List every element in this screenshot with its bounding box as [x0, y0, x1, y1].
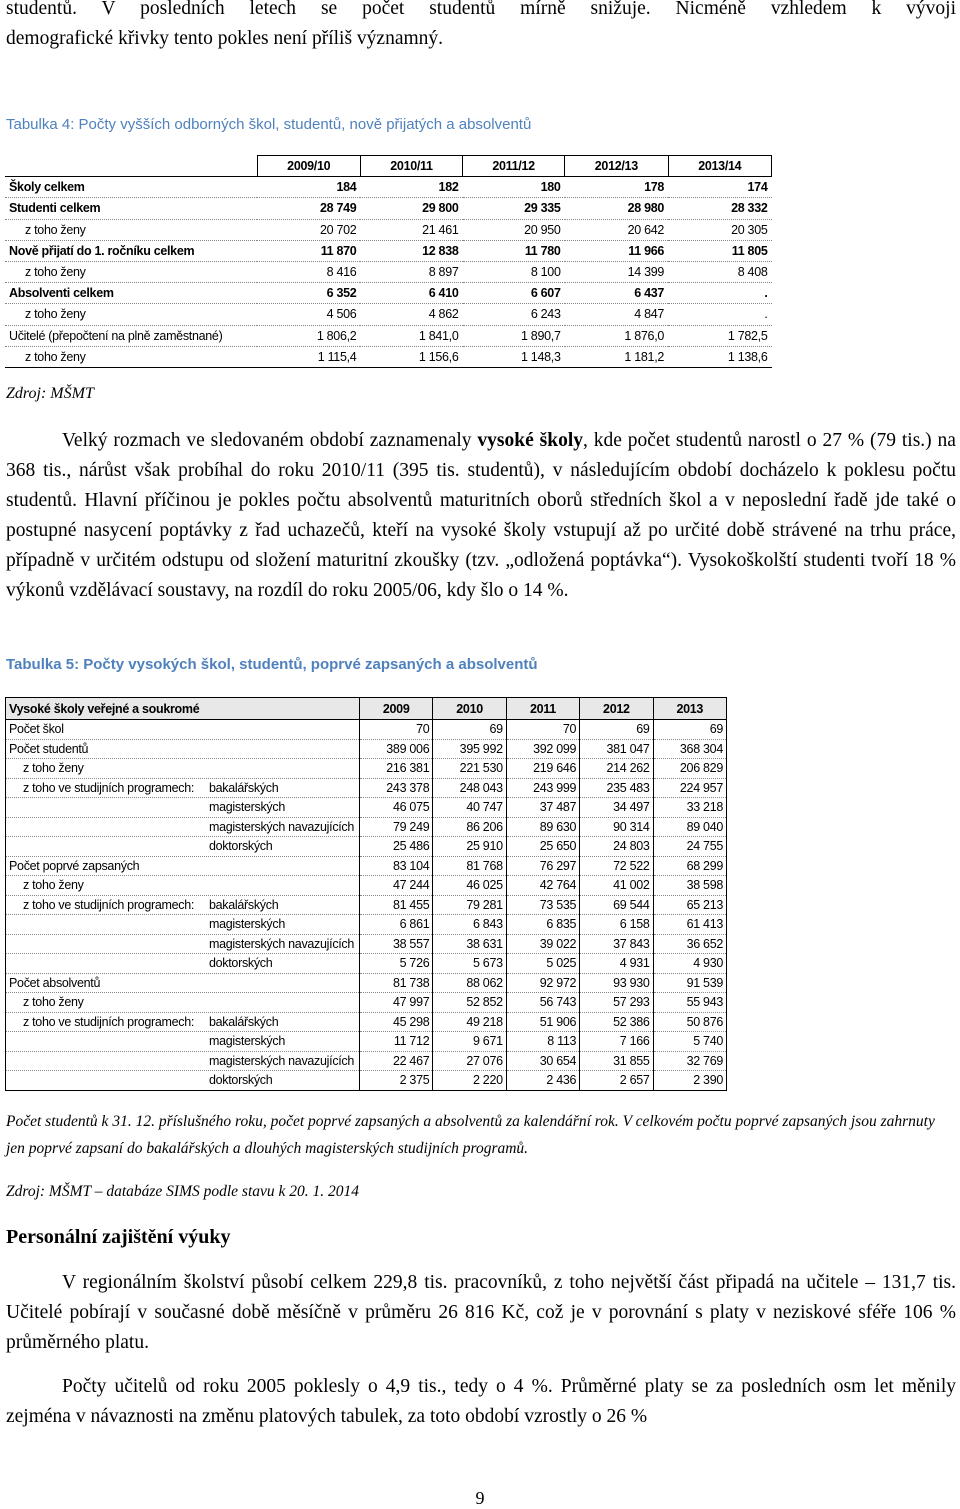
- table5-cell: 6 843: [433, 915, 506, 935]
- table5-row: [6, 739, 727, 759]
- table5-cell: 34 497: [580, 798, 653, 818]
- table5-row-sublabel: z toho ženy: [23, 761, 84, 776]
- table4-caption: Tabulka 4: Počty vyšších odborných škol, studentů, nově přijatých a absolventů: [6, 116, 532, 133]
- table5-row-label: Počet studentů: [9, 741, 89, 756]
- table5-cell: 68 299: [653, 856, 726, 876]
- table4-cell: 29 335: [463, 198, 565, 219]
- table5-header-row: [6, 698, 727, 720]
- table4-row-label: Studenti celkem: [5, 198, 257, 219]
- table5-cell: 73 535: [506, 895, 579, 915]
- table5-row: [6, 720, 727, 740]
- table5-row-program: bakalářských: [209, 1014, 279, 1029]
- table5-cell: 32 769: [653, 1051, 726, 1071]
- table4-source: Zdroj: MŠMT: [6, 385, 94, 402]
- table4: [5, 155, 772, 368]
- table5-cell: 5 025: [506, 954, 579, 974]
- table5-row: [6, 973, 727, 993]
- table5-row-program: magisterských: [209, 800, 285, 815]
- table5-cell: 79 281: [433, 895, 506, 915]
- table5-cell: 4 930: [653, 954, 726, 974]
- paragraph-1-text: Velký rozmach ve sledovaném období zaznamenaly: [62, 430, 478, 451]
- table4-year-header: 2012/13: [565, 156, 668, 177]
- table5-cell: 42 764: [506, 876, 579, 896]
- paragraph-1-emphasis: vysoké školy: [477, 430, 583, 451]
- table5-row: [6, 954, 727, 974]
- table5-row-program: magisterských: [209, 917, 285, 932]
- table5-cell: 45 298: [359, 1012, 432, 1032]
- table5-cell: 11 712: [359, 1032, 432, 1052]
- table5-cell: 37 843: [580, 934, 653, 954]
- table5-cell: 47 997: [359, 993, 432, 1013]
- table5-row-label: Počet absolventů: [9, 975, 101, 990]
- table4-row-label: Školy celkem: [5, 177, 257, 198]
- table5-cell: 221 530: [433, 759, 506, 779]
- table4-cell: 6 243: [463, 304, 565, 325]
- table5-cell: 90 314: [580, 817, 653, 837]
- table4-cell: 29 800: [360, 198, 462, 219]
- table5-cell: 5 726: [359, 954, 432, 974]
- table5-row-label: Počet škol: [9, 722, 64, 737]
- table4-cell: 178: [565, 177, 668, 198]
- table5-year-header: 2011: [506, 698, 579, 720]
- table5-year-header: 2009: [359, 698, 432, 720]
- table5-cell: 72 522: [580, 856, 653, 876]
- table4-cell: 20 642: [565, 219, 668, 240]
- table5-row-program: doktorských: [209, 1073, 273, 1088]
- table5-cell: 368 304: [653, 739, 726, 759]
- table5-cell: 206 829: [653, 759, 726, 779]
- table5-row-sublabel: z toho ve studijních programech:: [23, 780, 195, 795]
- table5-cell: 56 743: [506, 993, 579, 1013]
- table5-cell: 243 378: [359, 778, 432, 798]
- table4-cell: 174: [668, 177, 771, 198]
- table5-cell: 6 835: [506, 915, 579, 935]
- table4-cell: 6 410: [360, 283, 462, 304]
- table4-cell: 11 805: [668, 240, 771, 261]
- table5-row: [6, 1051, 727, 1071]
- table4-row: [5, 346, 772, 367]
- table5-cell: 27 076: [433, 1051, 506, 1071]
- table5-cell: 69: [433, 720, 506, 740]
- table4-cell: 184: [257, 177, 360, 198]
- table4-cell: 11 966: [565, 240, 668, 261]
- table4-cell: 28 980: [565, 198, 668, 219]
- table5-cell: 248 043: [433, 778, 506, 798]
- table4-cell: 4 847: [565, 304, 668, 325]
- table5-cell: 7 166: [580, 1032, 653, 1052]
- table5-year-header: 2012: [580, 698, 653, 720]
- table5-row: [6, 876, 727, 896]
- table4-row-label: Učitelé (přepočtení na plně zaměstnané): [5, 325, 257, 346]
- table4-cell: 1 138,6: [668, 346, 771, 367]
- table4-cell: 8 416: [257, 261, 360, 282]
- table5-cell: 88 062: [433, 973, 506, 993]
- table5-cell: 38 598: [653, 876, 726, 896]
- table5-cell: 52 852: [433, 993, 506, 1013]
- table4-row-label: z toho ženy: [5, 219, 257, 240]
- table5-cell: 25 910: [433, 837, 506, 857]
- table5-cell: 38 631: [433, 934, 506, 954]
- table5-cell: 219 646: [506, 759, 579, 779]
- table4-cell: 1 156,6: [360, 346, 462, 367]
- table5-cell: 2 436: [506, 1071, 579, 1091]
- table5-cell: 61 413: [653, 915, 726, 935]
- table4-year-header: 2010/11: [360, 156, 462, 177]
- table5-cell: 4 931: [580, 954, 653, 974]
- table4-row: [5, 177, 772, 198]
- table5-cell: 235 483: [580, 778, 653, 798]
- table4-cell: 12 838: [360, 240, 462, 261]
- table5-cell: 40 747: [433, 798, 506, 818]
- text-line-1: studentů. V posledních letech se počet studentů mírně snižuje. Nicméně vzhledem k vývoji: [6, 0, 956, 19]
- table4-cell: 8 897: [360, 261, 462, 282]
- table5-cell: 81 768: [433, 856, 506, 876]
- table4-row: [5, 283, 772, 304]
- table5-cell: 37 487: [506, 798, 579, 818]
- table4-cell: .: [668, 283, 771, 304]
- table5: [5, 697, 727, 1091]
- table5-row: [6, 915, 727, 935]
- table5-cell: 69: [653, 720, 726, 740]
- paragraph-1: [6, 426, 956, 606]
- table4-year-header: 2011/12: [463, 156, 565, 177]
- paragraph-2-text: V regionálním školství působí celkem 229,8 tis. pracovníků, z toho největší část připadá na učitele – 131,7 tis. Učitelé pobírají v současné době měsíčně v průměru 26 816 Kč, což je v porovnání s platy v neziskové sféře 106 % průměrného platu.: [6, 1272, 956, 1353]
- table5-cell: 65 213: [653, 895, 726, 915]
- table5-cell: 2 375: [359, 1071, 432, 1091]
- table5-cell: 216 381: [359, 759, 432, 779]
- table5-cell: 5 673: [433, 954, 506, 974]
- table5-row: [6, 1012, 727, 1032]
- table5-cell: 52 386: [580, 1012, 653, 1032]
- table4-row-label: z toho ženy: [5, 304, 257, 325]
- table5-cell: 389 006: [359, 739, 432, 759]
- table5-cell: 55 943: [653, 993, 726, 1013]
- table5-cell: 70: [506, 720, 579, 740]
- table5-row-sublabel: z toho ve studijních programech:: [23, 897, 195, 912]
- table5-year-header: 2010: [433, 698, 506, 720]
- table5-cell: 49 218: [433, 1012, 506, 1032]
- table5-note: Počet studentů k 31. 12. příslušného roku, počet poprvé zapsaných a absolventů za kalendářní rok. V celkovém počtu poprvé zapsaných jsou zahrnuty jen poprvé zapsaní do bakalářských a dlouhých magisterských studijních programů.: [6, 1113, 935, 1157]
- table5-cell: 5 740: [653, 1032, 726, 1052]
- table5-row: [6, 856, 727, 876]
- table5-cell: 89 630: [506, 817, 579, 837]
- table4-cell: 6 352: [257, 283, 360, 304]
- table5-cell: 50 876: [653, 1012, 726, 1032]
- table5-row-program: magisterských navazujících: [209, 936, 355, 951]
- table5-cell: 224 957: [653, 778, 726, 798]
- table5-cell: 25 486: [359, 837, 432, 857]
- table5-cell: 41 002: [580, 876, 653, 896]
- table4-cell: 20 950: [463, 219, 565, 240]
- table5-row-program: bakalářských: [209, 897, 279, 912]
- table5-cell: 93 930: [580, 973, 653, 993]
- table4-cell: 1 148,3: [463, 346, 565, 367]
- table4-cell: 20 702: [257, 219, 360, 240]
- table4-cell: 8 100: [463, 261, 565, 282]
- table4-cell: 11 780: [463, 240, 565, 261]
- table5-row-label: Počet poprvé zapsaných: [9, 858, 140, 873]
- table5-cell: 2 220: [433, 1071, 506, 1091]
- paragraph-3: [6, 1372, 956, 1432]
- table4-cell: .: [668, 304, 771, 325]
- table5-cell: 6 158: [580, 915, 653, 935]
- table5-cell: 46 025: [433, 876, 506, 896]
- table5-cell: 24 755: [653, 837, 726, 857]
- table4-header-row: [5, 156, 772, 177]
- table5-row: [6, 895, 727, 915]
- table5-cell: 33 218: [653, 798, 726, 818]
- table4-row-label: z toho ženy: [5, 261, 257, 282]
- table4-row: [5, 240, 772, 261]
- page-number: 9: [475, 1488, 485, 1508]
- table5-cell: 6 861: [359, 915, 432, 935]
- table5-row-program: doktorských: [209, 956, 273, 971]
- table5-row-program: bakalářských: [209, 780, 279, 795]
- table4-cell: 20 305: [668, 219, 771, 240]
- table5-cell: 31 855: [580, 1051, 653, 1071]
- table5-cell: 381 047: [580, 739, 653, 759]
- table5-row: [6, 837, 727, 857]
- table4-row: [5, 198, 772, 219]
- table5-cell: 9 671: [433, 1032, 506, 1052]
- table4-cell: 1 806,2: [257, 325, 360, 346]
- text-line-2: demografické křivky tento pokles není příliš významný.: [6, 28, 444, 49]
- table5-row-sublabel: z toho ve studijních programech:: [23, 1014, 195, 1029]
- table4-cell: 8 408: [668, 261, 771, 282]
- table5-cell: 392 099: [506, 739, 579, 759]
- table5-cell: 39 022: [506, 934, 579, 954]
- table5-cell: 30 654: [506, 1051, 579, 1071]
- table4-row-label: Nově přijatí do 1. ročníku celkem: [5, 240, 257, 261]
- table5-cell: 81 455: [359, 895, 432, 915]
- table5-cell: 22 467: [359, 1051, 432, 1071]
- table5-cell: 395 992: [433, 739, 506, 759]
- paragraph-2: [6, 1268, 956, 1358]
- table4-cell: 1 876,0: [565, 325, 668, 346]
- table5-cell: 51 906: [506, 1012, 579, 1032]
- table5-cell: 81 738: [359, 973, 432, 993]
- table4-row: [5, 325, 772, 346]
- table5-cell: 214 262: [580, 759, 653, 779]
- table5-row-program: doktorských: [209, 839, 273, 854]
- table4-row: [5, 261, 772, 282]
- table5-cell: 79 249: [359, 817, 432, 837]
- table5-row-program: magisterských: [209, 1034, 285, 1049]
- table4-cell: 1 890,7: [463, 325, 565, 346]
- table4-cell: 182: [360, 177, 462, 198]
- table5-row: [6, 778, 727, 798]
- table5-cell: 25 650: [506, 837, 579, 857]
- table5-row: [6, 798, 727, 818]
- table4-cell: 180: [463, 177, 565, 198]
- table4-cell: 14 399: [565, 261, 668, 282]
- table5-row: [6, 759, 727, 779]
- table4-cell: 6 607: [463, 283, 565, 304]
- table4-year-header: 2009/10: [257, 156, 360, 177]
- table4-row: [5, 304, 772, 325]
- table4-cell: 1 782,5: [668, 325, 771, 346]
- table4-cell: 21 461: [360, 219, 462, 240]
- table4-cell: 11 870: [257, 240, 360, 261]
- table5-row-sublabel: z toho ženy: [23, 995, 84, 1010]
- table5-row-sublabel: z toho ženy: [23, 878, 84, 893]
- table5-cell: 57 293: [580, 993, 653, 1013]
- table5-row-program: magisterských navazujících: [209, 819, 355, 834]
- table4-cell: 4 506: [257, 304, 360, 325]
- table5-row: [6, 993, 727, 1013]
- table5-cell: 2 657: [580, 1071, 653, 1091]
- table5-cell: 8 113: [506, 1032, 579, 1052]
- section-heading: Personální zajištění výuky: [6, 1226, 231, 1248]
- table5-year-header: 2013: [653, 698, 726, 720]
- table4-year-header: 2013/14: [668, 156, 771, 177]
- table5-cell: 83 104: [359, 856, 432, 876]
- table4-cell: 1 115,4: [257, 346, 360, 367]
- table5-row: [6, 1032, 727, 1052]
- table4-row: [5, 219, 772, 240]
- table5-cell: 76 297: [506, 856, 579, 876]
- table5-cell: 46 075: [359, 798, 432, 818]
- table5-cell: 69: [580, 720, 653, 740]
- table5-cell: 24 803: [580, 837, 653, 857]
- table5-row: [6, 1071, 727, 1091]
- table5-row: [6, 817, 727, 837]
- table4-cell: 28 332: [668, 198, 771, 219]
- table5-cell: 91 539: [653, 973, 726, 993]
- paragraph-3-text: Počty učitelů od roku 2005 poklesly o 4,9 tis., tedy o 4 %. Průměrné platy se za posledních osm let měnily zejména v návaznosti na změnu platových tabulek, za toto období vzrostly o 26 %: [6, 1376, 956, 1427]
- table5-cell: 86 206: [433, 817, 506, 837]
- table4-row-label: z toho ženy: [5, 346, 257, 367]
- table5-cell: 36 652: [653, 934, 726, 954]
- table4-cell: 1 181,2: [565, 346, 668, 367]
- table5-row-program: magisterských navazujících: [209, 1053, 355, 1068]
- table5-header-label: Vysoké školy veřejné a soukromé: [6, 698, 360, 720]
- table4-row-label: Absolventi celkem: [5, 283, 257, 304]
- table5-cell: 70: [359, 720, 432, 740]
- table5-row: [6, 934, 727, 954]
- table5-cell: 92 972: [506, 973, 579, 993]
- table5-cell: 69 544: [580, 895, 653, 915]
- paragraph-1-text: , kde počet studentů narostl o 27 % (79 tis.) na 368 tis., nárůst však probíhal do roku 2010/11 (395 tis. studentů), v následujícím období docházelo k poklesu počtu studentů. Hlavní příčinou je pokles počtu absolventů maturitních oborů středních škol a v neposlední řadě jde také o postupné nasycení poptávky z řad uchazečů, kteří na vysoké školy vstupují až po určité době strávené na trhu práce, případně v určitém odstupu od složení maturitní zkoušky (tzv. „odložená poptávka“). Vysokoškolští studenti tvoří 18 % výkonů vzdělávací soustavy, na rozdíl do roku 2005/06, kdy šlo o 14 %.: [6, 430, 956, 601]
- table5-cell: 47 244: [359, 876, 432, 896]
- table5-cell: 2 390: [653, 1071, 726, 1091]
- table4-cell: 1 841,0: [360, 325, 462, 346]
- table5-source: Zdroj: MŠMT – databáze SIMS podle stavu k 20. 1. 2014: [6, 1183, 360, 1200]
- table5-cell: 243 999: [506, 778, 579, 798]
- table4-cell: 6 437: [565, 283, 668, 304]
- table5-cell: 38 557: [359, 934, 432, 954]
- table4-cell: 4 862: [360, 304, 462, 325]
- table4-cell: 28 749: [257, 198, 360, 219]
- table5-cell: 89 040: [653, 817, 726, 837]
- table5-caption: Tabulka 5: Počty vysokých škol, studentů, poprvé zapsaných a absolventů: [6, 656, 538, 673]
